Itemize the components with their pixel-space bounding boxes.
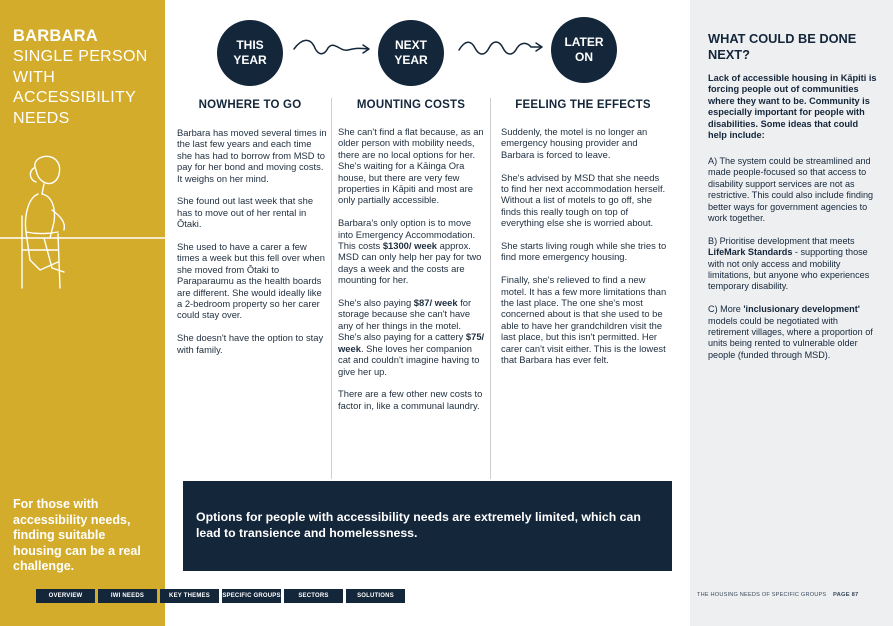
- text-run: B) Prioritise development that meets: [708, 235, 855, 246]
- column-feeling-the-effects: [501, 126, 667, 377]
- nav-tab-solutions[interactable]: SOLUTIONS: [346, 589, 405, 603]
- nav-tab-iwi-needs[interactable]: IWI NEEDS: [98, 589, 157, 603]
- cost-highlight: $75/ week: [338, 331, 485, 354]
- nav-tab-sectors[interactable]: SECTORS: [284, 589, 343, 603]
- paragraph: [338, 297, 486, 377]
- paragraph: [338, 217, 486, 285]
- persona-panel: [0, 0, 165, 626]
- sidebar-intro: Lack of accessible housing in Kāpiti is forcing people out of communities where they want to be. Community is especially important for people with disabilities. Some ideas that could help include:: [708, 73, 877, 141]
- stage-label: NEXT YEAR: [394, 38, 428, 67]
- idea-highlight: 'inclusionary development': [743, 304, 860, 315]
- persona-callout: For those with accessibility needs, finding suitable housing can be a real challenge.: [13, 497, 141, 573]
- paragraph: Barbara has moved several times in the last few years and each time she has had to borrow from MSD to pay for her bond and moving costs. It weighs on her mind.: [177, 127, 327, 184]
- text-run: approx. MSD can only help her pay for two days a week and the costs are mounting for her.: [338, 240, 482, 286]
- column-heading: FEELING THE EFFECTS: [515, 99, 651, 111]
- page-number: PAGE 87: [833, 592, 859, 598]
- paragraph: She starts living rough while she tries to find more emergency housing.: [501, 240, 667, 263]
- paragraph: Finally, she's relieved to find a new motel. It has a few more limitations than the last place. The one she's most concerned about is that she used to be able to have her grandchildren visit the last place, but this isn't permitted. Her carer can't visit either. This is the lowest that Barbara has ever felt.: [501, 274, 667, 366]
- nav-tab-key-themes[interactable]: KEY THEMES: [160, 589, 219, 603]
- column-heading: NOWHERE TO GO: [198, 99, 302, 111]
- cost-highlight: $87/ week: [413, 297, 458, 309]
- text-run: She's also paying: [338, 297, 414, 309]
- idea-highlight: LifeMark Standards: [708, 247, 793, 258]
- text-run: . She loves her companion cat and couldn't imagine having to give her up.: [338, 342, 480, 377]
- ideas-list: [708, 156, 878, 373]
- key-message-banner: Options for people with accessibility needs are extremely limited, which can lead to transience and homelessness.: [183, 481, 672, 571]
- text-run: models could be negotiated with retirement villages, where a proportion of units being rented to vulnerable older people (funded through MSD).: [708, 315, 873, 360]
- stage-label: THIS YEAR: [233, 38, 267, 67]
- stage-label: LATER ON: [564, 35, 604, 64]
- text-run: for storage because she can't have any of her things in the motel. She's also paying for a cattery: [338, 297, 472, 343]
- paragraph: She doesn't have the option to stay with family.: [177, 332, 324, 355]
- timeline: [165, 0, 690, 100]
- stage-this-year: [217, 20, 283, 86]
- cost-highlight: $1300/ week: [382, 240, 438, 252]
- column-mounting-costs: [338, 126, 486, 423]
- footer-section-title: THE HOUSING NEEDS OF SPECIFIC GROUPS: [697, 592, 827, 598]
- persona-name: BARBARA: [13, 27, 98, 45]
- idea-item: A) The system could be streamlined and made people-focused so that access to disability support services are not as restrictive. This could also include finding better ways for government agencies to work together.: [708, 156, 874, 224]
- wave-arrow-icon: [455, 34, 547, 64]
- nav-tab-overview[interactable]: OVERVIEW: [36, 589, 95, 603]
- seated-woman-illustration-icon: [0, 150, 165, 300]
- paragraph: There are a few other new costs to factor in, like a communal laundry.: [338, 388, 483, 411]
- column-nowhere-to-go: [177, 127, 327, 366]
- paragraph: Suddenly, the motel is no longer an emergency housing provider and Barbara is forced to leave.: [501, 126, 648, 160]
- stage-later-on: [551, 17, 617, 83]
- text-run: - supporting those with not only access and mobility limitations, but anyone who experiences temporary disability.: [708, 247, 870, 292]
- column-divider: [331, 98, 332, 479]
- squiggle-arrow-icon: [290, 34, 372, 64]
- nav-tab-specific-groups[interactable]: SPECIFIC GROUPS: [222, 589, 281, 603]
- next-steps-sidebar: [690, 0, 893, 626]
- idea-item: [708, 304, 878, 361]
- stage-next-year: [378, 20, 444, 86]
- column-heading: MOUNTING COSTS: [356, 99, 466, 111]
- sidebar-title: WHAT COULD BE DONE NEXT?: [708, 31, 857, 62]
- column-divider: [490, 98, 491, 479]
- paragraph: She used to have a carer a few times a week but this fell over when she moved from Ōtaki to Paraparaumu as the health boards are different. She would ideally like a 2-bedroom property so her carer could stay over.: [177, 241, 325, 321]
- text-run: Barbara's only option is to move into Emergency Accommodation. This costs: [338, 217, 476, 252]
- section-nav: [36, 589, 405, 603]
- paragraph: She's advised by MSD that she needs to find her next accommodation herself. Without a list of motels to go off, she finds this really tough on top of everything else she is worried about.: [501, 171, 666, 229]
- persona-description: SINGLE PERSON WITH ACCESSIBILITY NEEDS: [13, 48, 148, 127]
- paragraph: She found out last week that she has to move out of her rental in Ōtaki.: [177, 195, 314, 230]
- idea-item: [708, 236, 878, 293]
- text-run: C) More: [708, 304, 744, 315]
- paragraph: She can't find a flat because, as an older person with mobility needs, there are no local options for her. She's waiting for a Kāinga Ora house, but there are very few properties in Kāpiti and most are only partially accessible.: [338, 126, 484, 206]
